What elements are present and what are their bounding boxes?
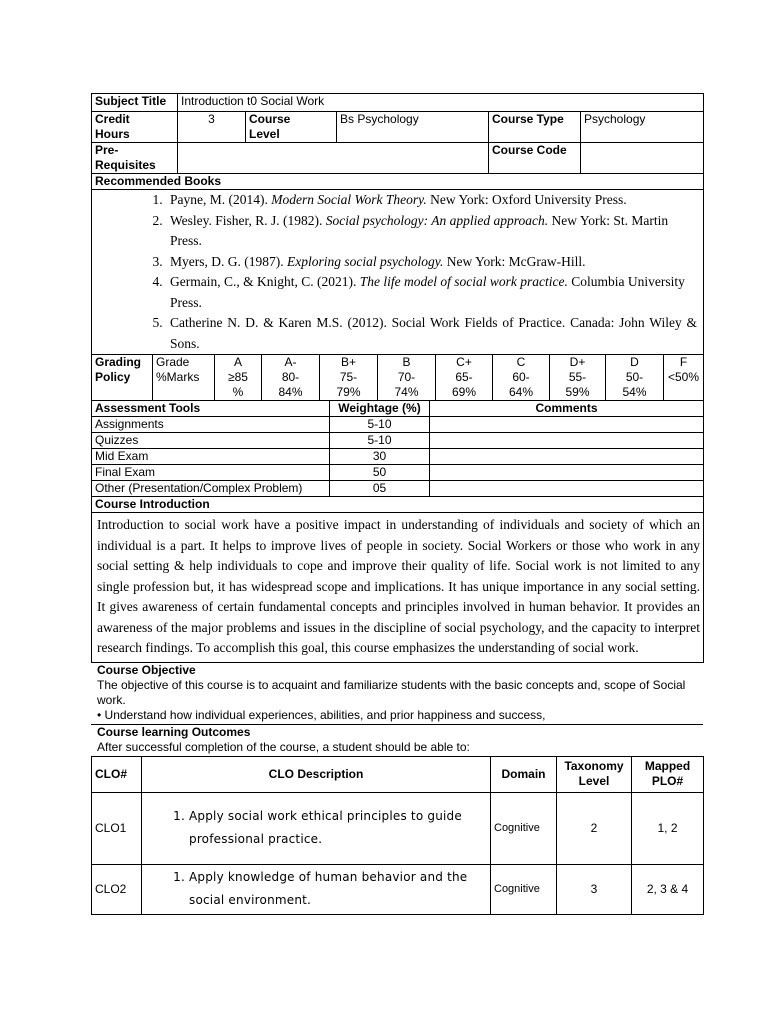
course-info-table [91,93,704,355]
clo-mapped-plo: 1, 2 [632,792,704,864]
book-item: 4. Germain, C., & Knight, C. (2021). The life model of social work practice. Columbia University Press. [166,272,697,313]
tool-weight: 30 [330,449,430,465]
tool-weight: 50 [330,465,430,481]
grade-cell: C 60- 64% [493,355,550,401]
tool-name: Assignments [92,417,330,433]
recommended-books-list [92,190,704,355]
tool-comment [430,465,704,481]
tool-comment [430,433,704,449]
grading-policy-label: Grading Policy [92,355,153,401]
clo-table [91,756,704,915]
course-objective-bullet: • Understand how individual experiences, abilities, and prior happiness and success, [97,707,546,722]
clo-number: CLO1 [92,792,142,864]
table-row [92,417,704,433]
grade-cell: A- 80- 84% [262,355,320,401]
assessment-tools-header: Assessment Tools [92,401,330,417]
book-item: 3. Myers, D. G. (1987). Exploring social psychology. New York: McGraw-Hill. [166,252,697,273]
table-row [92,449,704,465]
grade-cell: C+ 65- 69% [436,355,493,401]
table-row [92,792,704,864]
course-level-value: Bs Psychology [337,112,489,143]
clo-domain: Cognitive [491,792,557,864]
tool-name: Quizzes [92,433,330,449]
tool-comment [430,417,704,433]
domain-header: Domain [491,756,557,792]
tool-weight: 05 [330,481,430,497]
grade-cell: B+ 75- 79% [320,355,378,401]
comments-header: Comments [430,401,704,417]
grade-cell: D+ 55- 59% [550,355,606,401]
book-item: 2. Wesley. Fisher, R. J. (1982). Social psychology: An applied approach. New York: St. Martin Press. [166,211,697,252]
tool-name: Final Exam [92,465,330,481]
subject-title-label: Subject Title [92,94,178,112]
table-row [92,433,704,449]
course-outcomes-section [91,725,703,755]
tool-name: Other (Presentation/Complex Problem) [92,481,330,497]
recommended-books-heading: Recommended Books [92,174,704,190]
book-item: 5. Catherine N. D. & Karen M.S. (2012). Social Work Fields of Practice. Canada: John Wiley & Sons. [166,313,697,354]
grade-marks-label: Grade %Marks [153,355,215,401]
subject-title-value: Introduction t0 Social Work [178,94,704,112]
credit-hours-label: Credit Hours [92,112,178,143]
course-objective-text: The objective of this course is to acquaint and familiarize students with the basic concepts and, scope of Social work. [97,677,686,707]
clo-description-header: CLO Description [142,756,491,792]
course-introduction-text: Introduction to social work have a positive impact in understanding of individuals and society of which an individual is a part. It helps to improve lives of people in society. Social Workers or those who work in any social setting & help individuals to cope and improve their quality of life. Social work is not limited to any single profession but, it has widespread scope and implications. It has unique importance in any social setting. It gives awareness of certain fundamental concepts and principles involved in human behavior. It provides an awareness of the major problems and issues in the discipline of social psychology, and the capacity to interpret research findings. To accomplish this goal, this course emphasizes the understanding of social work. [92,513,704,663]
clo-taxonomy-level: 3 [557,864,632,914]
course-outcomes-heading: Course learning Outcomes [97,724,251,739]
grading-policy-table [91,354,704,401]
taxonomy-level-header: Taxonomy Level [557,756,632,792]
course-introduction-heading: Course Introduction [92,497,704,513]
tool-weight: 5-10 [330,417,430,433]
grade-cell: A ≥85 % [215,355,262,401]
course-code-label: Course Code [489,143,581,174]
clo-number: CLO2 [92,864,142,914]
table-row [92,864,704,914]
prerequisites-label: Pre- Requisites [92,143,178,174]
course-level-label: Course Level [246,112,337,143]
book-item: 1. Payne, M. (2014). Modern Social Work Theory. New York: Oxford University Press. [166,190,697,211]
grade-cell: D 50- 54% [606,355,664,401]
grade-cell: F <50% [664,355,704,401]
clo-taxonomy-level: 2 [557,792,632,864]
course-outline-document [91,93,703,915]
tool-comment [430,481,704,497]
table-row [92,465,704,481]
clo-description: 1. Apply knowledge of human behavior and the social environment. [142,864,491,914]
tool-name: Mid Exam [92,449,330,465]
clo-mapped-plo: 2, 3 & 4 [632,864,704,914]
table-row [92,481,704,497]
assessment-tools-table [91,400,704,663]
clo-description: 1. Apply social work ethical principles to guide professional practice. [142,792,491,864]
credit-hours-value: 3 [178,112,246,143]
course-type-label: Course Type [489,112,581,143]
course-objective-heading: Course Objective [97,662,196,677]
clo-number-header: CLO# [92,756,142,792]
tool-comment [430,449,704,465]
tool-weight: 5-10 [330,433,430,449]
weightage-header: Weightage (%) [330,401,430,417]
mapped-plo-header: Mapped PLO# [632,756,704,792]
course-objective-section [91,663,703,725]
course-code-value [581,143,704,174]
grade-cell: B 70- 74% [378,355,436,401]
clo-domain: Cognitive [491,864,557,914]
prerequisites-value [178,143,489,174]
course-type-value: Psychology [581,112,704,143]
course-outcomes-intro: After successful completion of the course, a student should be able to: [97,739,470,754]
